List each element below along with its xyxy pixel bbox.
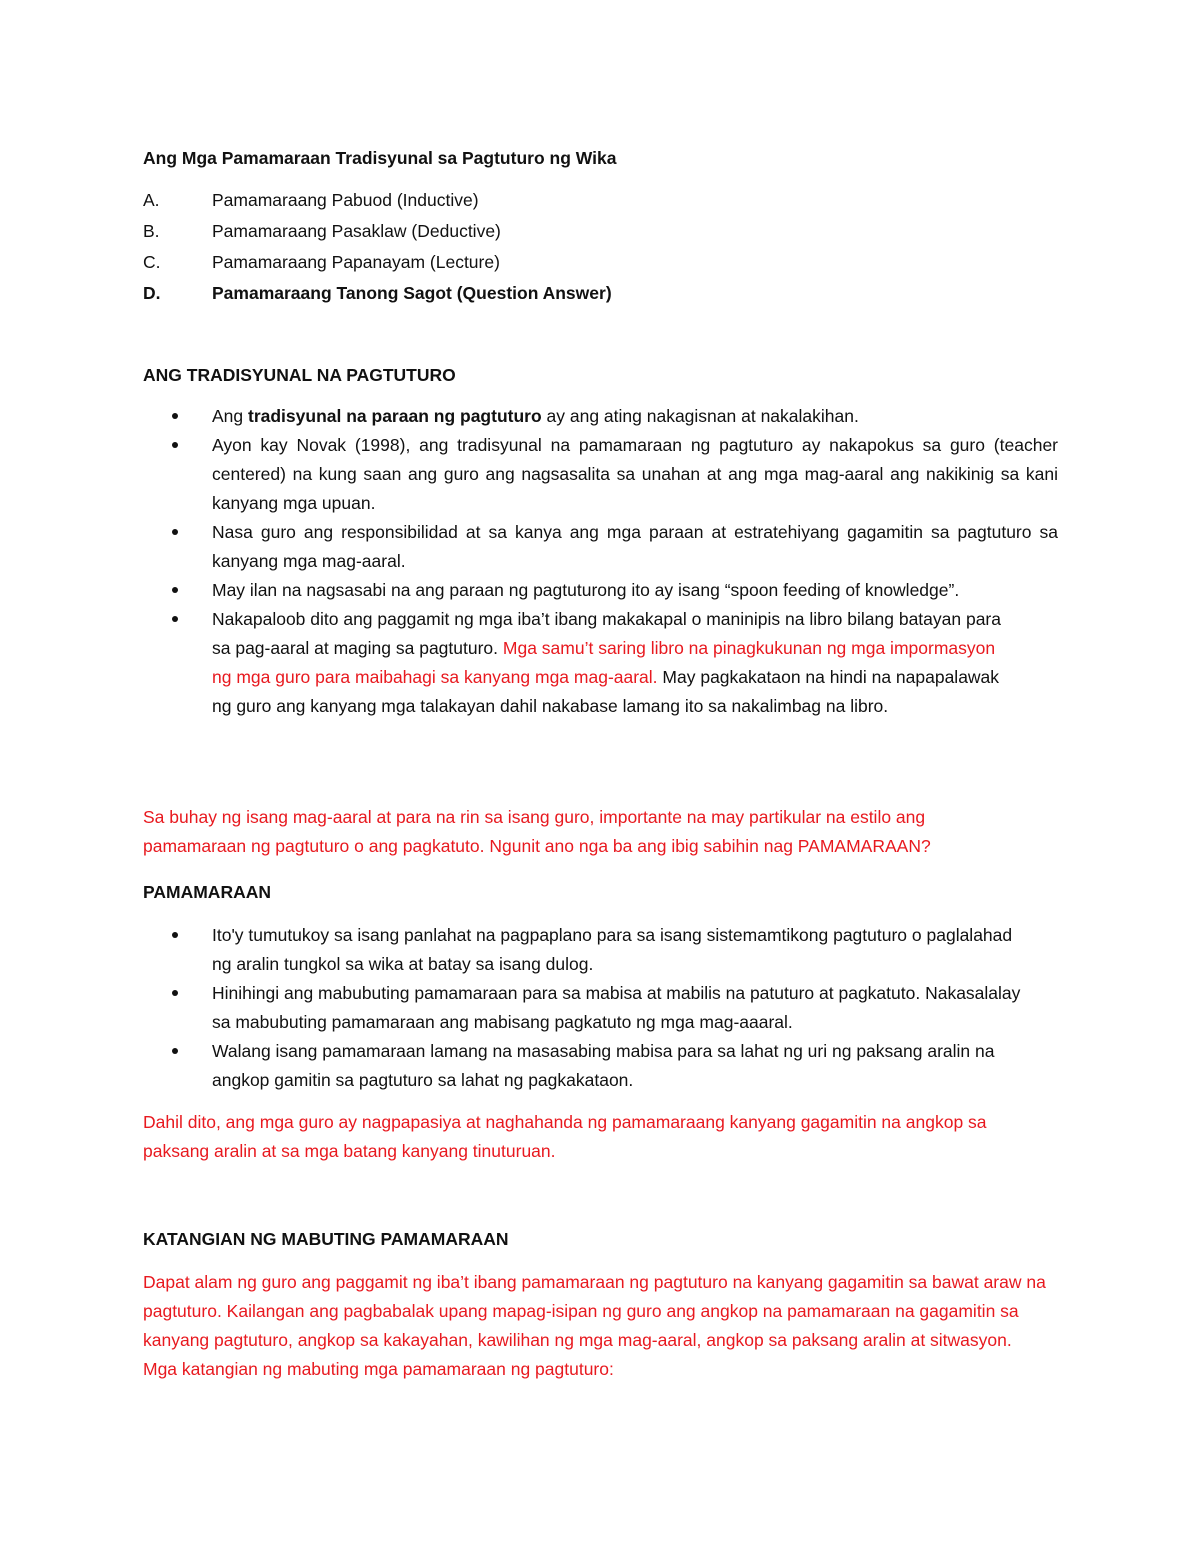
bullet-icon xyxy=(172,587,178,593)
list-item-text: Pamamaraang Pabuod (Inductive) xyxy=(212,190,479,210)
text-span: May pagkakataon na hindi na napapalawak ng guro ang kanyang mga talakayan dahil nakabase lamang ito sa nakalimbag na libro. xyxy=(212,667,1000,716)
text-span: Ayon kay Novak (1998), ang tradisyunal na pamamaraan ng pagtuturo ay nakapokus sa guro (teacher centered) na kung saan ang guro ang nagsasalita sa unahan at ang mga mag-aaral ang nakikinig sa kani kanyang mga upuan. xyxy=(212,435,1058,513)
list-item xyxy=(143,979,1023,1037)
list-marker: D. xyxy=(143,283,161,303)
list-item-text: Pamamaraang Papanayam (Lecture) xyxy=(212,252,500,272)
bullet-icon xyxy=(172,990,178,996)
section-heading-pamamaraan: PAMAMARAAN xyxy=(143,882,271,902)
bullet-icon xyxy=(172,1048,178,1054)
bullet-icon xyxy=(172,413,178,419)
text-span: Hinihingi ang mabubuting pamamaraan para sa mabisa at mabilis na patuturo at pagkatuto. Nakasalalay sa mabubuting pamamaraan ang mabisang pagkatuto ng mga mag-aaaral. xyxy=(212,983,1021,1032)
document-title: Ang Mga Pamamaraan Tradisyunal sa Pagtuturo ng Wika xyxy=(143,148,617,168)
section-heading-tradisyunal: ANG TRADISYUNAL NA PAGTUTURO xyxy=(143,365,456,385)
text-span: ay ang ating nakagisnan at nakalakihan. xyxy=(541,406,859,426)
text-span: Nasa guro ang responsibilidad at sa kanya ang mga paraan at estratehiyang gagamitin sa pagtuturo sa kanyang mga mag-aaral. xyxy=(212,522,1058,571)
red-paragraph-dahil-dito: Dahil dito, ang mga guro ay nagpapasiya at naghahanda ng pamamaraang kanyang gagamitin na angkop sa paksang aralin at sa mga batang kanyang tinuturuan. xyxy=(143,1112,987,1161)
list-item xyxy=(143,518,1058,576)
section-heading-katangian: KATANGIAN NG MABUTING PAMAMARAAN xyxy=(143,1229,509,1249)
emphasis-text: tradisyunal na paraan ng pagtuturo xyxy=(248,406,542,426)
list-marker: A. xyxy=(143,190,160,210)
list-item xyxy=(143,605,1058,721)
text-span: Walang isang pamamaraan lamang na masasabing mabisa para sa lahat ng uri ng paksang aralin na angkop gamitin sa pagtuturo sa lahat ng pagkakataon. xyxy=(212,1041,995,1090)
text-span: Ang xyxy=(212,406,248,426)
text-span: Nakapaloob dito ang paggamit ng mga iba’t ibang makakapal o maninipis na libro bilang batayan para sa pag-aaral at maging sa pagtuturo. xyxy=(212,609,1001,658)
list-item xyxy=(143,247,1058,278)
text-span: Ito'y tumutukoy sa isang panlahat na pagpaplano para sa isang sistemamtikong pagtuturo o paglalahad ng aralin tungkol sa wika at batay sa isang dulog. xyxy=(212,925,1013,974)
list-item xyxy=(143,185,1058,216)
red-paragraph-katangian: Dapat alam ng guro ang paggamit ng iba’t ibang pamamaraan ng pagtuturo na kanyang gagamitin sa bawat araw na pagtuturo. Kailangan ang pagbabalak upang mapag-isipan ng guro ang angkop na pamamaraan na gagamitin sa kanyang pagtuturo, angkop sa kakayahan, kawilihan ng mga mag-aaral, angkop sa paksang aralin at sitwasyon. Mga katangian ng mabuting mga pamamaraan ng pagtuturo: xyxy=(143,1272,1046,1379)
list-item-text: Pamamaraang Tanong Sagot (Question Answer) xyxy=(212,283,612,303)
bullet-icon xyxy=(172,616,178,622)
list-item-text: Pamamaraang Pasaklaw (Deductive) xyxy=(212,221,501,241)
pamamaraan-bullets xyxy=(143,921,1023,1095)
methods-list xyxy=(143,185,1058,309)
list-item xyxy=(143,278,1058,309)
red-paragraph-pamamaraan-intro: Sa buhay ng isang mag-aaral at para na rin sa isang guro, importante na may partikular na estilo ang pamamaraan ng pagtuturo o ang pagkatuto. Ngunit ano nga ba ang ibig sabihin nag PAMAMARAAN? xyxy=(143,807,931,856)
list-item xyxy=(143,921,1023,979)
text-span: May ilan na nagsasabi na ang paraan ng pagtuturong ito ay isang “spoon feeding of knowledge”. xyxy=(212,580,960,600)
list-item xyxy=(143,216,1058,247)
bullet-icon xyxy=(172,932,178,938)
list-marker: C. xyxy=(143,252,161,272)
list-item xyxy=(143,576,1058,605)
list-item xyxy=(143,402,1058,431)
list-marker: B. xyxy=(143,221,160,241)
list-item xyxy=(143,1037,1023,1095)
bullet-icon xyxy=(172,442,178,448)
tradisyunal-bullets xyxy=(143,402,1058,721)
bullet-icon xyxy=(172,529,178,535)
list-item xyxy=(143,431,1058,518)
red-highlight-text: Mga samu’t saring libro na pinagkukunan ng mga impormasyon ng mga guro para maibahagi sa kanyang mga mag-aaral. xyxy=(212,638,996,687)
